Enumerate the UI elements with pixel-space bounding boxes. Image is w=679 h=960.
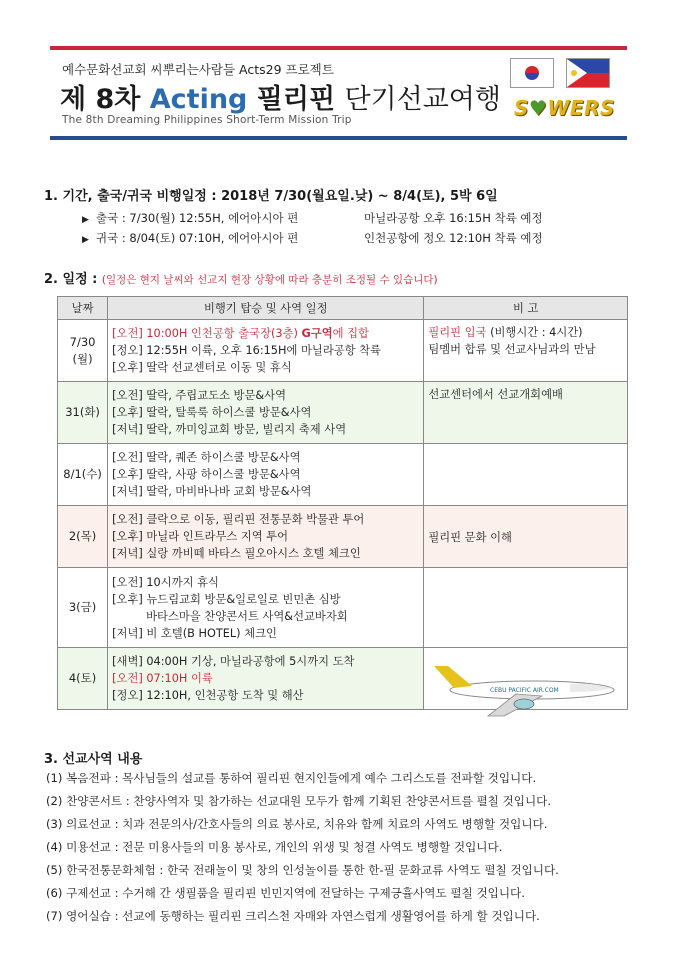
table-row <box>58 382 628 444</box>
row-date: 2(목) <box>58 506 108 568</box>
row-date: 8/1(수) <box>58 444 108 506</box>
philippines-flag-icon <box>566 58 610 88</box>
page-title <box>60 77 501 116</box>
row-plan: [오전] 클락으로 이동, 필리핀 전통문화 박물관 투어 [오후] 마닐라 인트라무스 지역 투어 [저녁] 실랑 까비떼 바타스 필오아시스 호텔 체크인 <box>108 506 424 568</box>
row-plan: [오전] 딸락, 퀘존 하이스쿨 방문&사역 [오후] 딸락, 사팡 하이스쿨 방문&사역 [저녁] 딸락, 마비바나바 교회 방문&사역 <box>108 444 424 506</box>
schedule-table <box>57 296 628 710</box>
departure-line: ▶ 출국 : 7/30(월) 12:55H, 에어아시아 편 마닐라공항 오후 16:15H 착륙 예정 <box>82 211 543 225</box>
return-line: ▶ 귀국 : 8/04(토) 07:10H, 에어아시아 편 인천공항에 정오 12:10H 착륙 예정 <box>82 231 543 245</box>
title-prefix: 제 8차 <box>60 84 141 115</box>
col-header-note: 비 고 <box>424 297 628 320</box>
title-acting: Acting <box>149 84 248 115</box>
arrow-bullet-icon: ▶ <box>82 215 89 225</box>
header-project-line: 예수문화선교회 씨뿌리는사람들 Acts29 프로젝트 <box>62 62 334 77</box>
korea-flag-icon <box>510 58 554 88</box>
section1-title: 1. 기간, 출국/귀국 비행일정 : 2018년 7/30(월요일.낮) ~ 8/4(토), 5박 6일 <box>44 189 498 204</box>
arrow-bullet-icon: ▶ <box>82 235 89 245</box>
row-plan: [오전] 10:00H 인천공항 출국장(3층) G구역에 집합 [정오] 12:55H 이륙, 오후 16:15H에 마닐라공항 착륙 [오후] 딸락 선교센터로 이동 및 휴식 <box>108 320 424 382</box>
section2-title: 2. 일정 : (일정은 현지 날씨와 선교지 현장 상황에 따라 충분히 조정될 수 있습니다) <box>44 272 438 287</box>
row-note <box>424 444 628 506</box>
list-item: (5) 한국전통문화체험 : 한국 전래놀이 및 창의 인성놀이를 통한 한-필 문화교류 사역도 펼칠 것입니다. <box>46 863 559 877</box>
title-country: 필리핀 <box>256 84 336 115</box>
row-note <box>424 568 628 648</box>
flags-logo <box>510 58 615 130</box>
col-header-date: 날짜 <box>58 297 108 320</box>
airplane-icon <box>420 664 620 722</box>
list-item: (4) 미용선교 : 전문 미용사들의 미용 봉사로, 개인의 위생 및 청결 사역도 병행할 것입니다. <box>46 840 503 854</box>
row-date: 3(금) <box>58 568 108 648</box>
list-item: (1) 복음전파 : 목사님들의 설교를 통하여 필리핀 현지인들에게 예수 그리스도를 전파할 것입니다. <box>46 771 537 785</box>
section2-note: (일정은 현지 날씨와 선교지 현장 상황에 따라 충분히 조정될 수 있습니다) <box>101 274 438 286</box>
svg-text:CEBU PACIFIC AIR.COM: CEBU PACIFIC AIR.COM <box>490 687 559 694</box>
table-row <box>58 568 628 648</box>
row-note: 필리핀 문화 이해 <box>424 506 628 568</box>
page-subtitle: The 8th Dreaming Philippines Short-Term Mission Trip <box>62 114 352 126</box>
table-row <box>58 320 628 382</box>
list-item: (3) 의료선교 : 치과 전문의사/간호사들의 의료 봉사로, 치유와 함께 치료의 사역도 병행할 것입니다. <box>46 817 548 831</box>
list-item: (7) 영어실습 : 선교에 동행하는 필리핀 크리스천 자매와 자연스럽게 생활영어를 하게 할 것입니다. <box>46 909 540 923</box>
list-item: (2) 찬양콘서트 : 찬양사역자 및 참가하는 선교대원 모두가 함께 기획된 찬양콘서트를 펼칠 것입니다. <box>46 794 552 808</box>
title-rest: 단기선교여행 <box>344 84 501 115</box>
list-item: (6) 구제선교 : 수거해 간 생필품을 필리핀 빈민지역에 전달하는 구제긍휼사역도 펼칠 것입니다. <box>46 886 525 900</box>
row-plan: [새벽] 04:00H 기상, 마닐라공항에 5시까지 도착 [오전] 07:10H 이륙 [정오] 12:10H, 인천공항 도착 및 해산 <box>108 648 424 710</box>
table-row <box>58 506 628 568</box>
row-date: 7/30 (월) <box>58 320 108 382</box>
row-date: 4(토) <box>58 648 108 710</box>
header-top-red-bar <box>50 46 627 50</box>
row-plan: [오전] 10시까지 휴식 [오후] 뉴드림교회 방문&일로일로 빈민촌 심방 바타스마을 찬양콘서트 사역&선교바자회 [저녁] 비 호텔(B HOTEL) 체크인 <box>108 568 424 648</box>
row-note: 필리핀 입국 (비행시간 : 4시간) 팀멤버 합류 및 선교사님과의 만남 <box>424 320 628 382</box>
row-date: 31(화) <box>58 382 108 444</box>
sowers-logo: S♥WERS <box>514 96 615 120</box>
header-bottom-blue-bar <box>50 136 627 140</box>
section3-title: 3. 선교사역 내용 <box>44 752 143 767</box>
col-header-plan: 비행기 탑승 및 사역 일정 <box>108 297 424 320</box>
row-plan: [오전] 딸락, 주립교도소 방문&사역 [오후] 딸락, 탈룩룩 하이스쿨 방문&사역 [저녁] 딸락, 까미잉교회 방문, 빌리지 축제 사역 <box>108 382 424 444</box>
table-row <box>58 444 628 506</box>
row-note: 선교센터에서 선교개회예배 <box>424 382 628 444</box>
